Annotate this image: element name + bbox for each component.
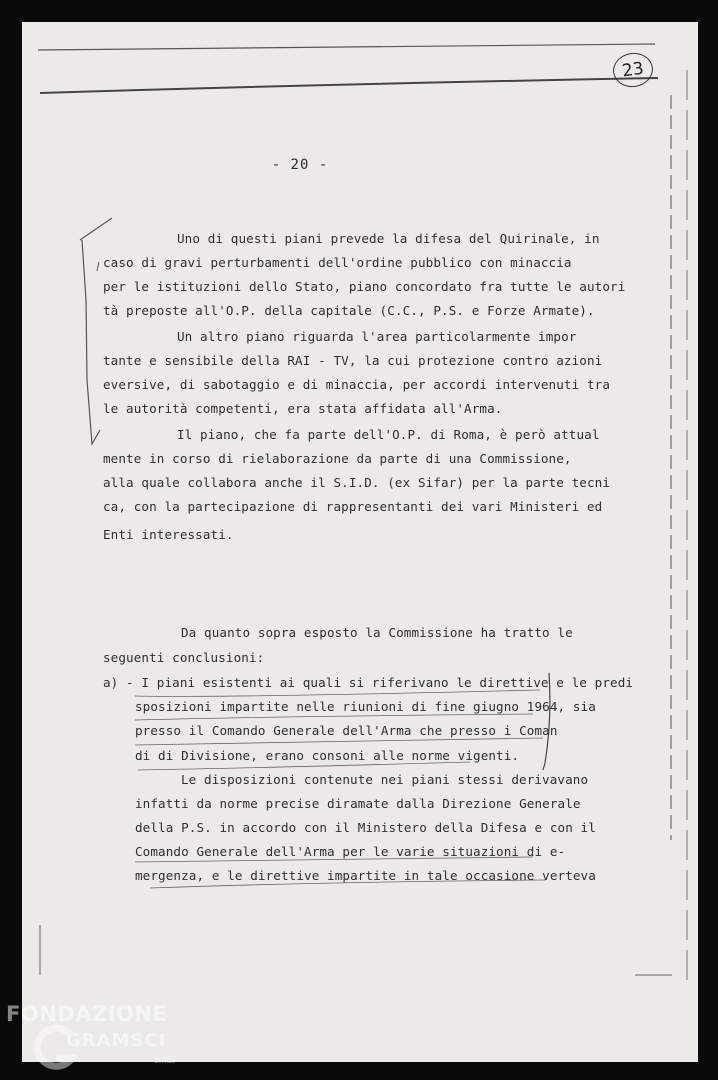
text-line: di di Divisione, erano consoni alle norme vigenti. (135, 748, 520, 763)
text-line: Comando Generale dell'Arma per le varie situazioni di e- (135, 844, 566, 859)
text-line: Enti interessati. (103, 527, 234, 542)
text-line: tante e sensibile della RAI - TV, la cui protezione contro azioni (103, 353, 603, 368)
text-line: presso il Comando Generale dell'Arma che presso i Coman (135, 723, 558, 738)
text-line: le autorità competenti, era stata affidata all'Arma. (103, 401, 503, 416)
text-line: Uno di questi piani prevede la difesa del Quirinale, in (177, 231, 600, 246)
text-line: mente in corso di rielaborazione da parte di una Commissione, (103, 451, 572, 466)
text-line: Un altro piano riguarda l'area particolarmente impor (177, 329, 577, 344)
text-line: per le istituzioni dello Stato, piano concordato fra tutte le autori (103, 279, 626, 294)
text-line: infatti da norme precise diramate dalla Direzione Generale (135, 796, 581, 811)
watermark-logo (6, 1000, 186, 1076)
text-line: sposizioni impartite nelle riunioni di fine giugno 1964, sia (135, 699, 596, 714)
watermark-line-1: FONDAZIONE (6, 1002, 168, 1026)
text-line: eversive, di sabotaggio e di minaccia, per accordi intervenuti tra (103, 377, 611, 392)
page-number: - 20 - (271, 157, 329, 173)
text-line: Le disposizioni contenute nei piani stessi derivavano (181, 772, 589, 787)
text-line: a) - I piani esistenti ai quali si riferivano le direttive e le predi (103, 675, 634, 690)
text-line: alla quale collabora anche il S.I.D. (ex Sifar) per la parte tecni (103, 475, 611, 490)
text-line: caso di gravi perturbamenti dell'ordine pubblico con minaccia (103, 255, 572, 270)
watermark-line-3: onlus (154, 1056, 176, 1065)
text-line: tà preposte all'O.P. della capitale (C.C., P.S. e Forze Armate). (103, 303, 595, 318)
archive-page-stamp: 23 (611, 50, 655, 89)
text-line: mergenza, e le direttive impartite in tale occasione verteva (135, 868, 596, 883)
text-line: Da quanto sopra esposto la Commissione ha tratto le (181, 625, 573, 640)
text-line: Il piano, che fa parte dell'O.P. di Roma, è però attual (177, 427, 600, 442)
text-line: della P.S. in accordo con il Ministero della Difesa e con il (135, 820, 596, 835)
watermark-line-2: GRAMSCI (66, 1030, 167, 1051)
text-line: seguenti conclusioni: (103, 650, 265, 665)
text-line: ca, con la partecipazione di rappresentanti dei vari Ministeri ed (103, 499, 603, 514)
